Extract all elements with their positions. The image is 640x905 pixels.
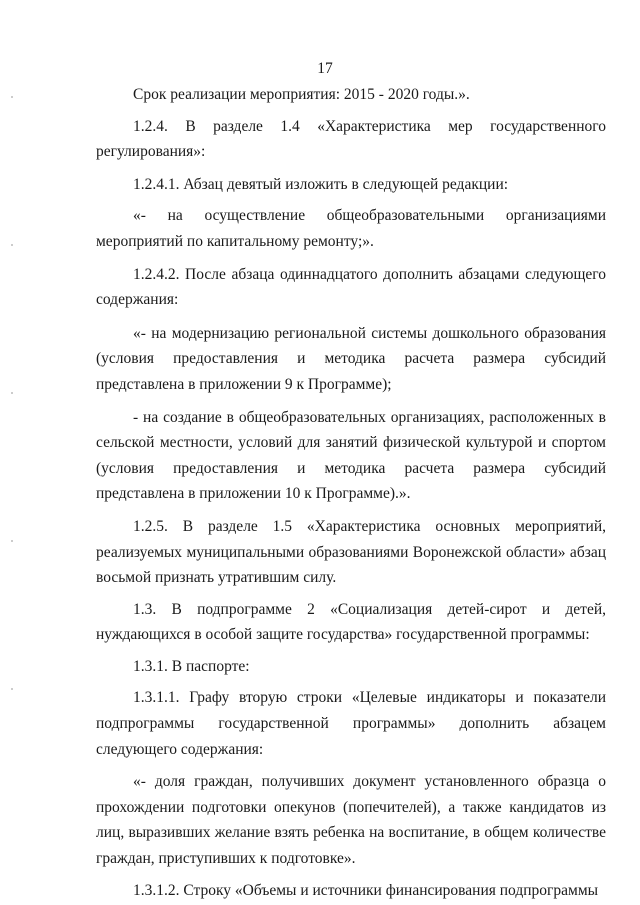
paragraph-rural-sport: - на создание в общеобразовательных организациях, расположенных в сельской местности, условий для занятий физической культурой и спортом (условия предоставления и методика расчета размера субсидий представлена в приложении 10 к Программе).». xyxy=(96,408,606,503)
margin-mark xyxy=(11,96,13,98)
paragraph-term: Срок реализации мероприятия: 2015 - 2020 годы.». xyxy=(133,86,470,103)
paragraph-quote-guardians: «- доля граждан, получивших документ установленного образца о прохождении подготовки опекунов (попечителей), а также кандидатов из лиц, выразивших желание взять ребенка на воспитание, в общем количестве граждан, приступивших к подготовке». xyxy=(96,773,606,868)
paragraph-quote-preschool: «- на модернизацию региональной системы дошкольного образования (условия предоставления и методика расчета размера субсидий представлена в приложении 9 к Программе); xyxy=(96,324,606,393)
paragraph-1-3-1-1: 1.3.1.1. Графу вторую строки «Целевые индикаторы и показатели подпрограммы государственной программы» дополнить абзацем следующего содержания: xyxy=(96,689,606,758)
body-text xyxy=(96,82,606,903)
paragraph-1-2-4-1: 1.2.4.1. Абзац девятый изложить в следующей редакции: xyxy=(133,175,509,193)
paragraph-1-2-4-2: 1.2.4.2. После абзаца одиннадцатого дополнить абзацами следующего содержания: xyxy=(96,265,606,309)
paragraph-1-3: 1.3. В подпрограмме 2 «Социализация детей-сирот и детей, нуждающихся в особой защите государства» государственной программы: xyxy=(96,600,606,644)
page-number: 17 xyxy=(317,60,333,77)
margin-mark xyxy=(11,392,13,394)
margin-mark xyxy=(11,540,13,542)
paragraph-1-3-1-2: 1.3.1.2. Строку «Объемы и источники финансирования подпрограммы xyxy=(133,881,599,899)
paragraph-1-3-1: 1.3.1. В паспорте: xyxy=(133,657,250,675)
margin-mark xyxy=(11,688,13,690)
paragraph-quote-capital-repair: «- на осуществление общеобразовательными организациями мероприятий по капитальному ремонту;». xyxy=(96,207,606,250)
margin-mark xyxy=(11,244,13,246)
paragraph-1-2-5: 1.2.5. В разделе 1.5 «Характеристика основных мероприятий, реализуемых муниципальными образованиями Воронежской области» абзац восьмой признать утратившим силу. xyxy=(96,517,606,587)
paragraph-1-2-4: 1.2.4. В разделе 1.4 «Характеристика мер государственного регулирования»: xyxy=(96,117,606,161)
